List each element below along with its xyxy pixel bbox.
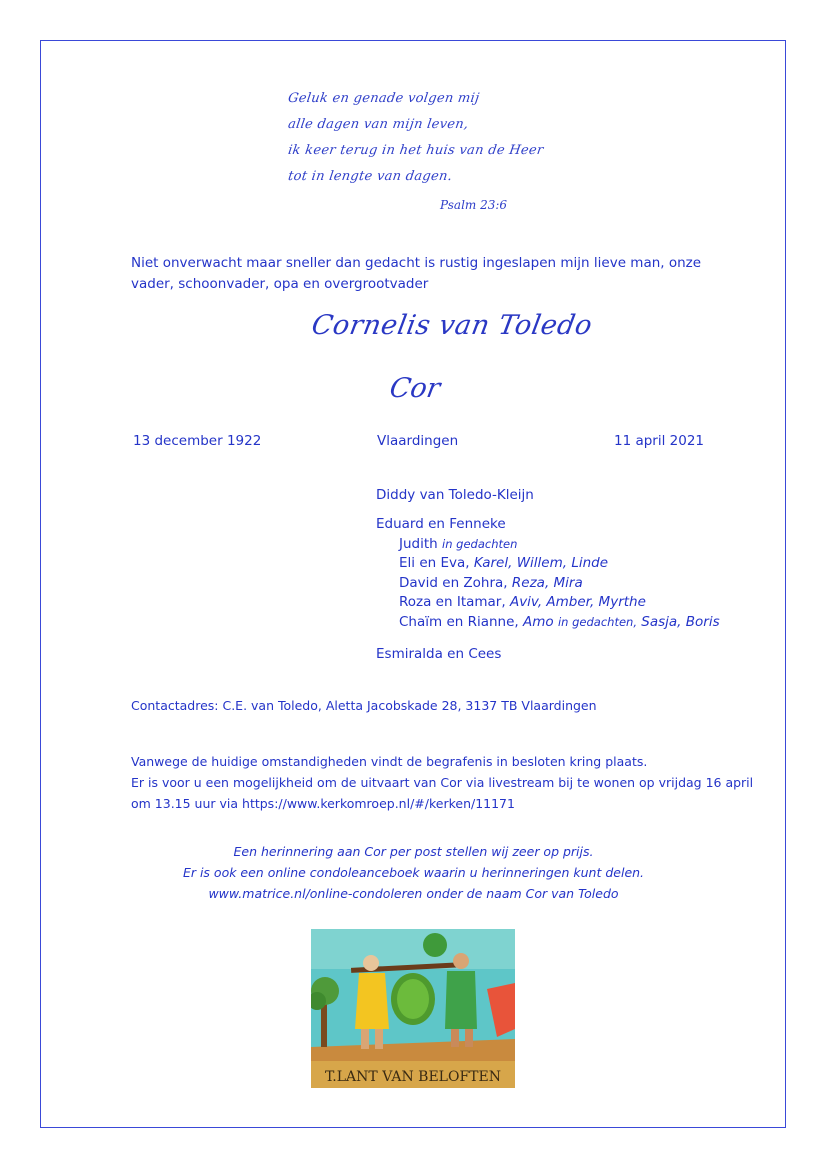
grandchild-line bbox=[399, 555, 608, 571]
great-grandchild: Amo bbox=[523, 614, 554, 630]
grandchild-name: David en Zohra, bbox=[399, 575, 508, 591]
verse-reference: Psalm 23:6 bbox=[440, 198, 508, 212]
grandchild-name: Roza en Itamar, bbox=[399, 594, 506, 610]
grandchild-line bbox=[399, 614, 720, 630]
announcement-text: Niet onverwacht maar sneller dan gedacht is rustig ingeslapen mijn lieve man, onze vader, schoonvader, opa en overgrootvader bbox=[131, 255, 702, 292]
great-grandchildren: Karel, Willem, Linde bbox=[473, 555, 609, 571]
closing-line: www.matrice.nl/online-condoleren onder de naam Cor van Toledo bbox=[208, 886, 619, 901]
verse-line: alle dagen van mijn leven, bbox=[287, 117, 470, 132]
funeral-notice bbox=[131, 751, 753, 814]
memorial-note: in gedachten bbox=[442, 537, 518, 551]
child-family: Esmiralda en Cees bbox=[376, 646, 502, 662]
child-family: Eduard en Fenneke bbox=[376, 516, 506, 532]
grandchild-line bbox=[399, 575, 583, 591]
grandchild-name: Chaïm en Rianne, bbox=[399, 614, 519, 630]
spouse-name: Diddy van Toledo-Kleijn bbox=[376, 487, 534, 503]
illustration-caption: T.LANT VAN BELOFTEN bbox=[325, 1069, 501, 1085]
great-grandchildren: Sasja, Boris bbox=[641, 614, 720, 630]
deceased-nickname: Cor bbox=[387, 373, 443, 404]
grandchild-line bbox=[399, 536, 517, 552]
memorial-note: in gedachten, bbox=[557, 615, 637, 629]
grandchild-name: Eli en Eva, bbox=[399, 555, 470, 571]
closing-line: Er is ook een online condoleanceboek waarin u herinneringen kunt delen. bbox=[182, 865, 645, 880]
contact-address: Contactadres: C.E. van Toledo, Aletta Jacobskade 28, 3137 TB Vlaardingen bbox=[131, 698, 597, 713]
deceased-full-name: Cornelis van Toledo bbox=[309, 310, 595, 341]
great-grandchildren: Aviv, Amber, Myrthe bbox=[509, 594, 646, 610]
birth-date: 13 december 1922 bbox=[133, 433, 262, 449]
notice-line: om 13.15 uur via https://www.kerkomroep.nl/#/kerken/11171 bbox=[131, 796, 515, 811]
place: Vlaardingen bbox=[377, 433, 459, 449]
grandchild-name: Judith bbox=[399, 536, 438, 552]
great-grandchildren: Reza, Mira bbox=[511, 575, 583, 591]
promised-land-illustration bbox=[311, 929, 515, 1088]
psalm-verse bbox=[288, 86, 543, 190]
verse-line: ik keer terug in het huis van de Heer bbox=[287, 143, 545, 158]
verse-line: Geluk en genade volgen mij bbox=[287, 91, 481, 106]
closing-text bbox=[131, 841, 696, 904]
grandchild-line bbox=[399, 594, 646, 610]
notice-line: Er is voor u een mogelijkheid om de uitvaart van Cor via livestream bij te wonen op vrijdag 16 april bbox=[131, 775, 754, 790]
notice-line: Vanwege de huidige omstandigheden vindt de begrafenis in besloten kring plaats. bbox=[131, 754, 648, 769]
death-date: 11 april 2021 bbox=[614, 433, 705, 449]
closing-line: Een herinnering aan Cor per post stellen wij zeer op prijs. bbox=[233, 844, 594, 859]
verse-line: tot in lengte van dagen. bbox=[287, 169, 454, 184]
